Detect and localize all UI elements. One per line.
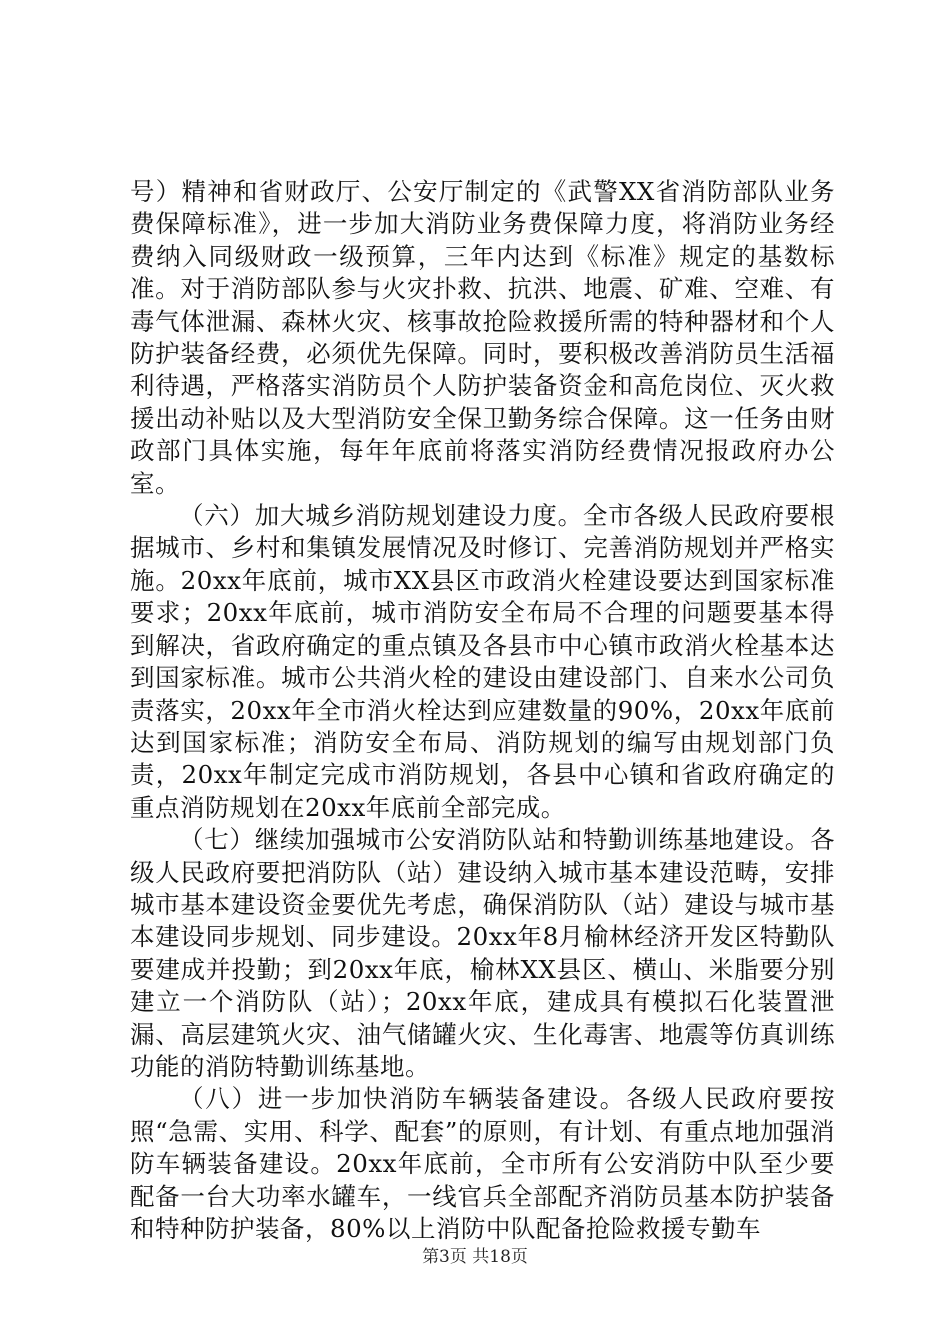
paragraph-section-7: （七）继续加强城市公安消防队站和特勤训练基地建设。各级人民政府要把消防队（站）建设纳入城市基本建设范畴，安排城市基本建设资金要优先考虑，确保消防队（站）建设与城市基本建设同步规划、同步建设。20xx年8月榆林经济开发区特勤队要建成并投勤；到20xx年底，榆林XX县区、横山、米脂要分别建立一个消防队（站）；20xx年底，建成具有模拟石化装置泄漏、高层建筑火灾、油气储罐火灾、生化毒害、地震等仿真训练功能的消防特勤训练基地。 bbox=[130, 825, 835, 1081]
paragraph-section-8: （八）进一步加快消防车辆装备建设。各级人民政府要按照“急需、实用、科学、配套”的原则，有计划、有重点地加强消防车辆装备建设。20xx年底前，全市所有公安消防中队至少要配备一台大功率水罐车，一线官兵全部配齐消防员基本防护装备和特种防护装备，80%以上消防中队配备抢险救援专勤车 bbox=[130, 1084, 835, 1243]
page-footer: 第3页 共18页 bbox=[422, 1247, 528, 1267]
paragraph-continuation: 号）精神和省财政厅、公安厅制定的《武警XX省消防部队业务费保障标准》，进一步加大消防业务费保障力度，将消防业务经费纳入同级财政一级预算，三年内达到《标准》规定的基数标准。对于消防部队参与火灾扑救、抗洪、地震、矿难、空难、有毒气体泄漏、森林火灾、核事故抢险救援所需的特种器材和个人防护装备经费，必须优先保障。同时，要积极改善消防员生活福利待遇，严格落实消防员个人防护装备资金和高危岗位、灭火救援出动补贴以及大型消防安全保卫勤务综合保障。这一任务由财政部门具体实施，每年年底前将落实消防经费情况报政府办公室。 bbox=[130, 177, 835, 498]
paragraph-section-6: （六）加大城乡消防规划建设力度。全市各级人民政府要根据城市、乡村和集镇发展情况及时修订、完善消防规划并严格实施。20xx年底前，城市XX县区市政消火栓建设要达到国家标准要求；20xx年底前，城市消防安全布局不合理的问题要基本得到解决，省政府确定的重点镇及各县市中心镇市政消火栓基本达到国家标准。城市公共消火栓的建设由建设部门、自来水公司负责落实，20xx年全市消火栓达到应建数量的90%，20xx年底前达到国家标准；消防安全布局、消防规划的编写由规划部门负责，20xx年制定完成市消防规划，各县中心镇和省政府确定的重点消防规划在20xx年底前全部完成。 bbox=[130, 501, 835, 822]
document-body bbox=[130, 176, 835, 1245]
